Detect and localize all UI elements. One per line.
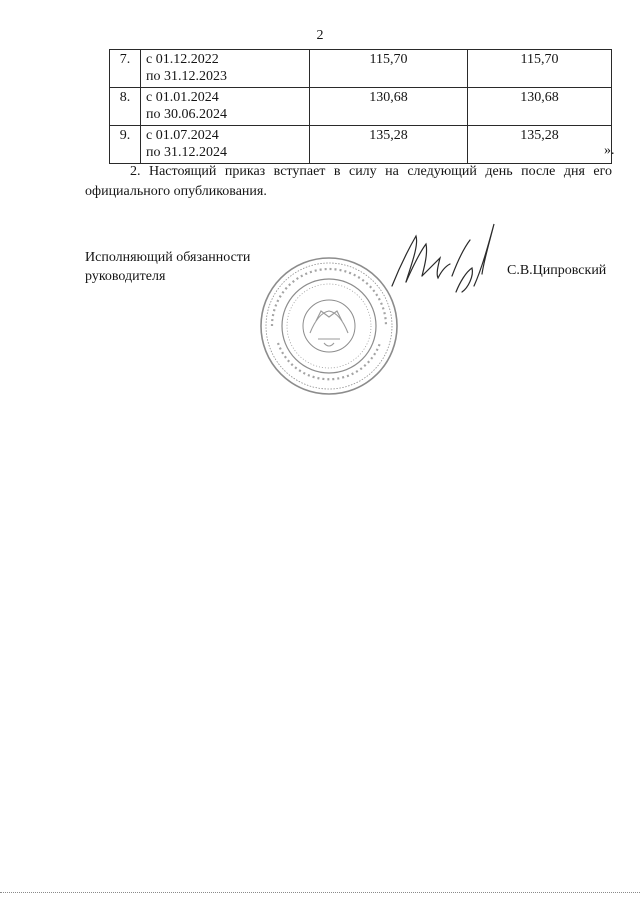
signatory-title-line-1: Исполняющий обязанности bbox=[85, 250, 251, 265]
signatory-title bbox=[85, 248, 250, 286]
period-cell bbox=[141, 126, 310, 164]
period-cell bbox=[141, 50, 310, 88]
rates-table bbox=[109, 49, 612, 164]
period-cell bbox=[141, 88, 310, 126]
period-from: с 01.07.2024 bbox=[146, 128, 219, 143]
value-cell-1: 130,68 bbox=[310, 88, 468, 126]
row-number: 8. bbox=[110, 88, 141, 126]
table-row bbox=[110, 126, 612, 164]
period-to: по 30.06.2024 bbox=[146, 107, 227, 122]
value-cell-2: 135,28 bbox=[468, 126, 612, 164]
table-row bbox=[110, 50, 612, 88]
table-row bbox=[110, 88, 612, 126]
official-seal-stamp bbox=[258, 255, 400, 397]
handwritten-signature bbox=[386, 216, 506, 306]
value-cell-2: 115,70 bbox=[468, 50, 612, 88]
period-from: с 01.12.2022 bbox=[146, 52, 219, 67]
paragraph-2: 2. Настоящий приказ вступает в силу на следующий день после дня его официального опубликования. bbox=[85, 164, 612, 199]
page-number: 2 bbox=[316, 28, 324, 43]
row-number: 7. bbox=[110, 50, 141, 88]
value-cell-1: 115,70 bbox=[310, 50, 468, 88]
value-cell-1: 135,28 bbox=[310, 126, 468, 164]
bottom-scan-edge bbox=[0, 892, 640, 893]
signatory-title-line-2: руководителя bbox=[85, 269, 166, 284]
period-from: с 01.01.2024 bbox=[146, 90, 219, 105]
period-to: по 31.12.2023 bbox=[146, 69, 227, 84]
period-to: по 31.12.2024 bbox=[146, 145, 227, 160]
closing-quote: ». bbox=[604, 143, 615, 158]
signatory-name: С.В.Ципровский bbox=[507, 263, 607, 278]
row-number: 9. bbox=[110, 126, 141, 164]
value-cell-2: 130,68 bbox=[468, 88, 612, 126]
